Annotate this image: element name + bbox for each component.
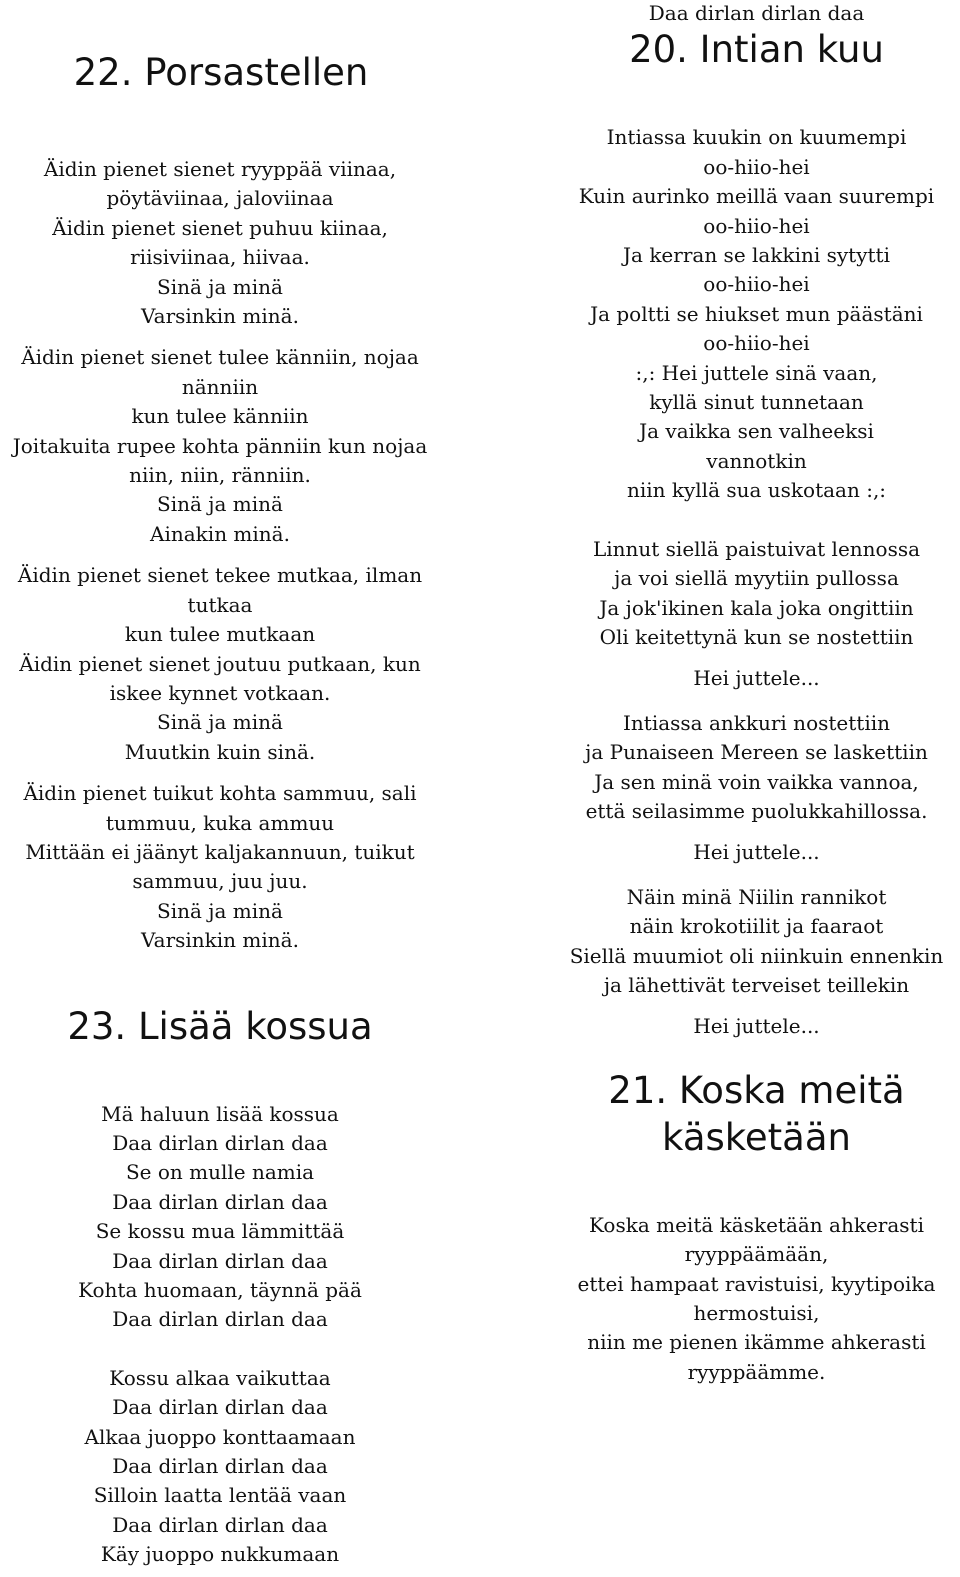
verse-line: oo-hiio-hei [703,213,810,238]
verse-line: Oli keitettynä kun se nostettiin [599,624,914,649]
verse-line: ja Punaiseen Mereen se laskettiin [585,740,928,765]
verse-line: Ja kerran se lakkini sytytti [623,243,890,268]
refrain-line: Hei juttele... [693,840,820,865]
verse-line: Kossu alkaa vaikuttaa [109,1365,331,1390]
verse-line: ja lähettivät terveiset teillekin [603,972,910,997]
verse [0,343,440,549]
verse-line: näin krokotiilit ja faaraot [629,914,884,939]
verse [0,561,440,767]
verse-line: ja voi siellä myytiin pullossa [614,566,899,591]
verse-line: oo-hiio-hei [703,331,810,356]
verse-line: Daa dirlan dirlan daa [112,1307,328,1332]
verse-line: sammuu, juu juu. [132,869,308,894]
verse-line: Intiassa kuukin on kuumempi [606,125,907,150]
verse [0,1364,440,1570]
verse-line: oo-hiio-hei [703,272,810,297]
verse-line: Käy juoppo nukkumaan [100,1542,340,1567]
verse-line: että seilasimme puolukkahillossa. [585,798,928,823]
song-title-line: käsketään [662,1115,851,1159]
verse-line: Daa dirlan dirlan daa [648,1,865,25]
verse-line: vannotkin [706,448,807,473]
verse-line: Ja jok'ikinen kala joka ongittiin [599,595,914,620]
verse-line: ettei hampaat ravistuisi, kyytipoika [577,1271,936,1296]
verse-line: Sinä ja minä [157,274,283,299]
verse-line: Äidin pienet tuikut kohta sammuu, sali [23,781,417,806]
verse-line: Äidin pienet sienet joutuu putkaan, kun [19,651,421,676]
verse-line: Daa dirlan dirlan daa [112,1189,328,1214]
verse-line: niin kyllä sua uskotaan :,: [626,478,887,503]
verse-line: Sinä ja minä [157,898,283,923]
verse-line: kyllä sinut tunnetaan [649,390,864,415]
verse-line: nänniin [181,374,259,399]
verse-line: Daa dirlan dirlan daa [112,1454,328,1479]
verse-line: ryyppäämään, [684,1242,829,1267]
verse [0,1100,440,1335]
verse-line: Kohta huomaan, täynnä pää [78,1278,362,1302]
verse-line: Äidin pienet sienet ryyppää viinaa, [43,157,397,181]
song-title-line: 21. Koska meitä [608,1068,905,1112]
verse-line: Silloin laatta lentää vaan [93,1483,347,1508]
verse-line: Sinä ja minä [157,492,283,517]
verse-line: riisiviinaa, hiivaa. [130,245,310,270]
verse-line: Daa dirlan dirlan daa [112,1248,328,1273]
verse-line: Ainakin minä. [150,521,290,546]
verse-line: Sinä ja minä [157,710,283,735]
song-porsastellen [0,51,440,956]
verse-line: Daa dirlan dirlan daa [112,1395,328,1420]
verse-line: tummuu, kuka ammuu [105,810,335,835]
verse-line: Varsinkin minä. [141,304,299,329]
verse-line: Se on mulle namia [125,1160,315,1185]
song-koska-meita [553,1067,960,1387]
song-title [553,1067,960,1161]
verse-line: Näin minä Niilin rannikot [626,884,887,909]
verse-line: niin me pienen ikämme ahkerasti [587,1330,926,1355]
verse-line: oo-hiio-hei [703,154,810,179]
verse-line: Kuin aurinko meillä vaan suurempi [578,184,935,209]
verse-line: Se kossu mua lämmittää [95,1219,345,1244]
verse-line: :,: Hei juttele sinä vaan, [635,360,878,385]
verse-line: Joitakuita rupee kohta pänniin kun nojaa [12,433,428,458]
verse-line: Koska meitä käsketään ahkerasti [589,1212,924,1237]
verse-line: tutkaa [187,592,253,617]
verse-line: Äidin pienet sienet tekee mutkaa, ilman [17,563,423,588]
verse-line: Siellä muumiot oli niinkuin ennenkin [569,943,944,968]
refrain-line: Hei juttele... [693,666,820,691]
verse [553,709,960,827]
verse-line: Alkaa juoppo konttaamaan [84,1424,356,1449]
song-title: 20. Intian kuu [629,28,884,72]
verse [553,123,960,505]
verse-line: Intiassa ankkuri nostettiin [623,710,890,735]
verse-line: pöytäviinaa, jaloviinaa [106,186,334,211]
song-title: 23. Lisää kossua [67,1004,373,1048]
left-column [0,0,440,1570]
verse [553,1211,960,1387]
verse-line: Daa dirlan dirlan daa [112,1512,328,1537]
verse-line: Mä haluun lisää kossua [101,1101,339,1126]
verse-line: Ja sen minä voin vaikka vannoa, [594,769,919,794]
verse-line: Äidin pienet sienet puhuu kiinaa, [52,215,388,240]
verse-line: niin, niin, ränniin. [129,463,311,488]
song-lisaa-kossua [0,1005,440,1570]
verse-line: Mittään ei jäänyt kaljakannuun, tuikut [25,839,415,864]
verse-line: kun tulee känniin [131,404,309,429]
verse [0,779,440,955]
verse-line: Linnut siellä paistuivat lennossa [592,536,921,561]
verse-line: Ja poltti se hiukset mun päästäni [590,301,923,326]
song-title: 22. Porsastellen [73,51,369,94]
verse [0,155,440,331]
verse [553,883,960,1001]
verse-line: Ja vaikka sen valheeksi [639,419,874,444]
verse [553,535,960,653]
verse-line: Varsinkin minä. [141,928,299,953]
verse-line: Muutkin kuin sinä. [124,739,316,764]
verse-line: hermostuisi, [693,1301,820,1325]
verse-line: iskee kynnet votkaan. [109,680,331,705]
verse-line: ryyppäämme. [687,1359,826,1384]
verse-line: Äidin pienet sienet tulee känniin, nojaa [21,345,419,370]
right-column [553,0,960,1387]
song-intian-kuu [553,0,960,1042]
verse-line: kun tulee mutkaan [124,622,316,647]
verse-line: Daa dirlan dirlan daa [112,1130,328,1155]
refrain-line: Hei juttele... [693,1014,820,1039]
